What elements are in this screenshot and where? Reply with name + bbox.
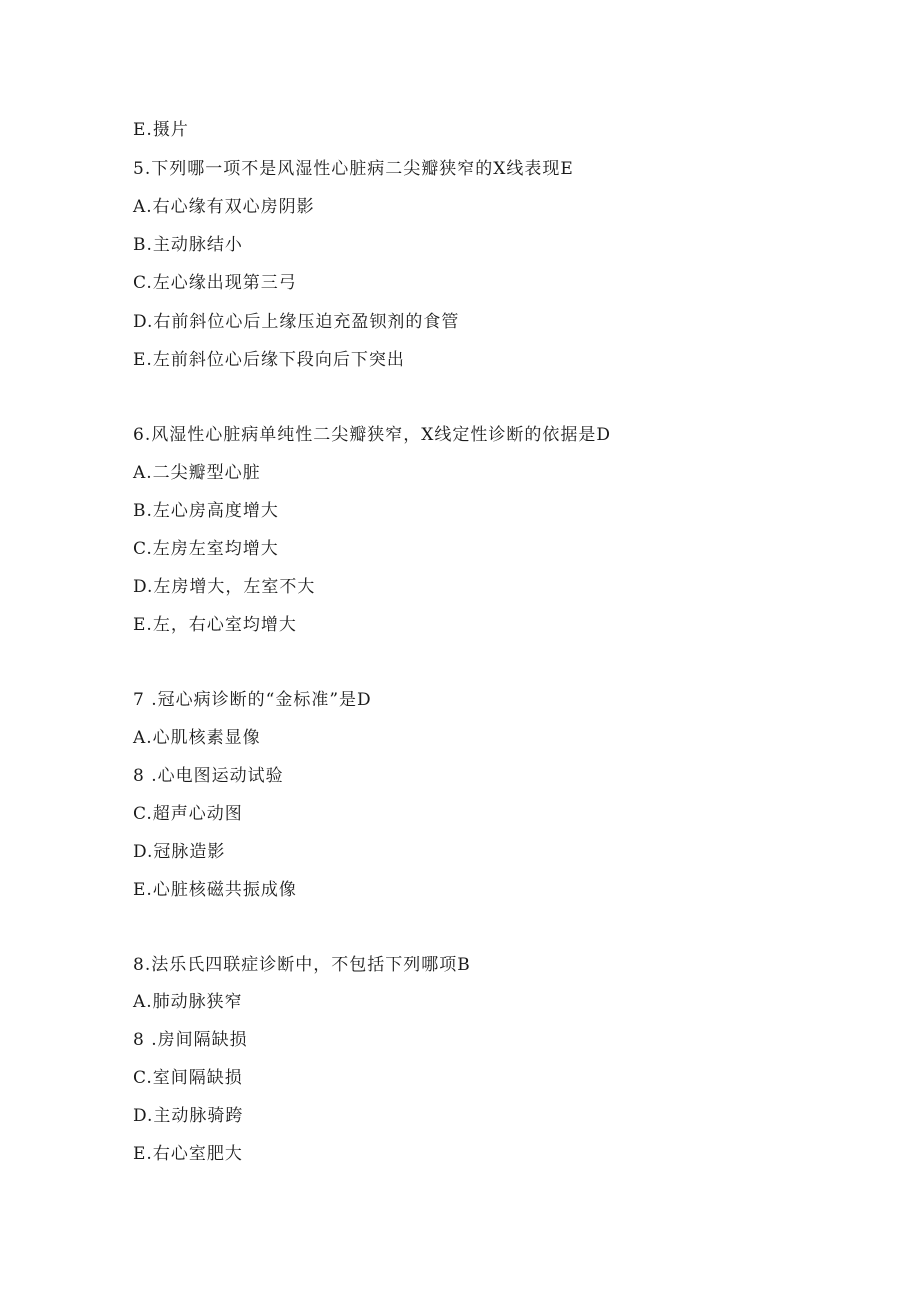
q7-option-a: A.心肌核素显像 (133, 728, 261, 748)
q5-option-d: D.右前斜位心后上缘压迫充盈钡剂的食管 (133, 312, 460, 332)
q7-option-c: C.超声心动图 (133, 804, 243, 824)
q8-option-b: 8 .房间隔缺损 (133, 1030, 248, 1050)
q4-option-e: E.摄片 (133, 120, 189, 140)
q6-option-b: B.左心房高度增大 (133, 501, 279, 521)
q8-option-c: C.室间隔缺损 (133, 1068, 243, 1088)
q8-option-e: E.右心室肥大 (133, 1144, 243, 1164)
q6-option-e: E.左，右心室均增大 (133, 615, 297, 635)
q6-option-a: A.二尖瓣型心脏 (133, 463, 261, 483)
q6-option-d: D.左房增大，左室不大 (133, 577, 316, 597)
q5-option-a: A.右心缘有双心房阴影 (133, 197, 315, 217)
q7-stem: 7 .冠心病诊断的“金标准”是D (133, 690, 372, 710)
q5-option-b: B.主动脉结小 (133, 235, 243, 255)
q5-option-c: C.左心缘出现第三弓 (133, 273, 297, 293)
q8-option-a: A.肺动脉狭窄 (133, 992, 243, 1012)
q8-option-d: D.主动脉骑跨 (133, 1106, 244, 1126)
q5-stem: 5.下列哪一项不是风湿性心脏病二尖瓣狭窄的X线表现E (133, 159, 574, 179)
q6-option-c: C.左房左室均增大 (133, 539, 279, 559)
q7-option-b: 8 .心电图运动试验 (133, 766, 284, 786)
q6-stem: 6.风湿性心脏病单纯性二尖瓣狭窄，X线定性诊断的依据是D (133, 425, 611, 445)
q7-option-d: D.冠脉造影 (133, 842, 226, 862)
q5-option-e: E.左前斜位心后缘下段向后下突出 (133, 350, 405, 370)
q7-option-e: E.心脏核磁共振成像 (133, 880, 297, 900)
q8-stem: 8.法乐氏四联症诊断中，不包括下列哪项B (133, 955, 471, 975)
